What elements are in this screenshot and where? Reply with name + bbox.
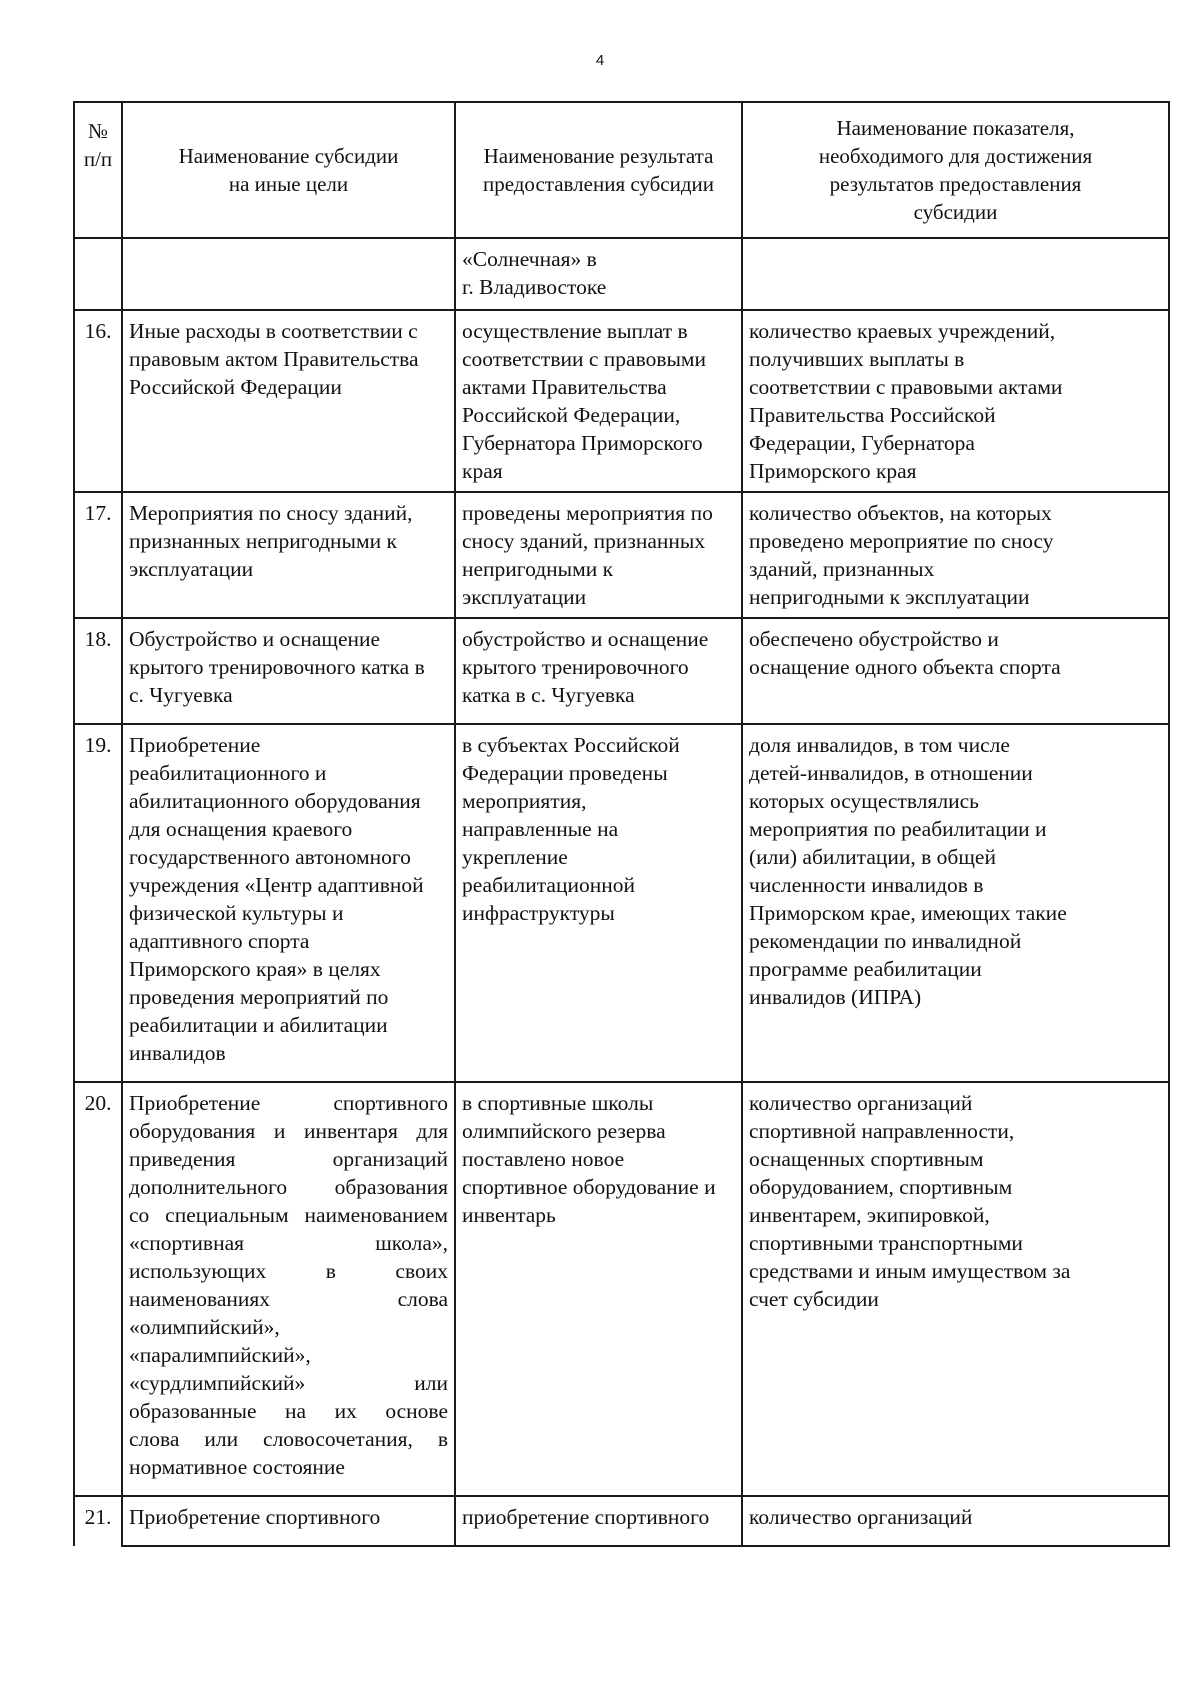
indicator-name-cell: доля инвалидов, в том числе детей-инвалидов, в отношении которых осуществлялись мероприятия по реабилитации и (или) абилитации, в общей численности инвалидов в Приморском крае, имеющих такие рекомендации по инвалидной программе реабилитации инвалидов (ИПРА) [742, 724, 1169, 1082]
subsidy-line: слова или словосочетания, в [129, 1427, 448, 1451]
header-number: № п/п [74, 102, 122, 238]
result-name-cell: «Солнечная» в г. Владивостоке [455, 238, 742, 310]
table-row-continuation [74, 238, 1169, 310]
subsidy-line: «паралимпийский», [129, 1343, 311, 1367]
subsidy-line: «сурдлимпийский» или [129, 1371, 448, 1395]
row-number: 17. [74, 492, 122, 618]
subsidy-line: со специальным наименованием [129, 1203, 448, 1227]
result-name-cell: в субъектах Российской Федерации проведены мероприятия, направленные на укрепление реабилитационной инфраструктуры [455, 724, 742, 1082]
row-number: 19. [74, 724, 122, 1082]
row-number: 20. [74, 1082, 122, 1496]
result-name-cell: проведены мероприятия по сносу зданий, признанных непригодными к эксплуатации [455, 492, 742, 618]
subsidy-name-cell: Обустройство и оснащение крытого тренировочного катка в с. Чугуевка [122, 618, 455, 724]
table-row [74, 1082, 1169, 1496]
subsidy-name-cell: Иные расходы в соответствии с правовым актом Правительства Российской Федерации [122, 310, 455, 492]
row-number: 18. [74, 618, 122, 724]
subsidy-line: «олимпийский», [129, 1315, 280, 1339]
row-number: 21. [74, 1496, 122, 1546]
table-header-row [74, 102, 1169, 238]
subsidy-line: наименованиях слова [129, 1287, 448, 1311]
subsidy-name-cell: Приобретение реабилитационного и абилитационного оборудования для оснащения краевого государственного автономного учреждения «Центр адаптивной физической культуры и адаптивного спорта Приморского края» в целях проведения мероприятий по реабилитации и абилитации инвалидов [122, 724, 455, 1082]
subsidy-name-cell [122, 238, 455, 310]
subsidy-line: «спортивная школа», [129, 1231, 448, 1255]
table-row [74, 310, 1169, 492]
subsidy-name-cell [122, 1082, 455, 1496]
header-result-name: Наименование результата предоставления субсидии [455, 102, 742, 238]
indicator-name-cell [742, 238, 1169, 310]
result-name-cell: приобретение спортивного [455, 1496, 742, 1546]
page-number: 4 [595, 52, 605, 69]
subsidy-line: Приобретение спортивного [129, 1091, 448, 1115]
subsidy-name-cell: Приобретение спортивного [122, 1496, 455, 1546]
row-number [74, 238, 122, 310]
subsidy-line: дополнительного образования [129, 1175, 448, 1199]
header-subsidy-name: Наименование субсидии на иные цели [122, 102, 455, 238]
indicator-name-cell: количество организаций [742, 1496, 1169, 1546]
subsidy-line: нормативное состояние [129, 1455, 345, 1479]
subsidy-line: использующих в своих [129, 1259, 448, 1283]
result-name-cell: в спортивные школы олимпийского резерва поставлено новое спортивное оборудование и инвентарь [455, 1082, 742, 1496]
table-row [74, 492, 1169, 618]
header-indicator-name: Наименование показателя, необходимого для достижения результатов предоставления субсидии [742, 102, 1169, 238]
subsidy-line: образованные на их основе [129, 1399, 448, 1423]
table-row [74, 724, 1169, 1082]
indicator-name-cell: количество объектов, на которых проведено мероприятие по сносу зданий, признанных непригодными к эксплуатации [742, 492, 1169, 618]
indicator-name-cell: обеспечено обустройство и оснащение одного объекта спорта [742, 618, 1169, 724]
table-row [74, 1496, 1169, 1546]
subsidy-table [73, 101, 1170, 1547]
indicator-name-cell: количество организаций спортивной направленности, оснащенных спортивным оборудованием, спортивным инвентарем, экипировкой, спортивными транспортными средствами и иным имуществом за счет субсидии [742, 1082, 1169, 1496]
result-name-cell: обустройство и оснащение крытого тренировочного катка в с. Чугуевка [455, 618, 742, 724]
subsidy-line: приведения организаций [129, 1147, 448, 1171]
subsidy-line: оборудования и инвентаря для [129, 1119, 448, 1143]
result-name-cell: осуществление выплат в соответствии с правовыми актами Правительства Российской Федерации, Губернатора Приморского края [455, 310, 742, 492]
table-row [74, 618, 1169, 724]
subsidy-name-cell: Мероприятия по сносу зданий, признанных непригодными к эксплуатации [122, 492, 455, 618]
indicator-name-cell: количество краевых учреждений, получивших выплаты в соответствии с правовыми актами Правительства Российской Федерации, Губернатора Приморского края [742, 310, 1169, 492]
row-number: 16. [74, 310, 122, 492]
